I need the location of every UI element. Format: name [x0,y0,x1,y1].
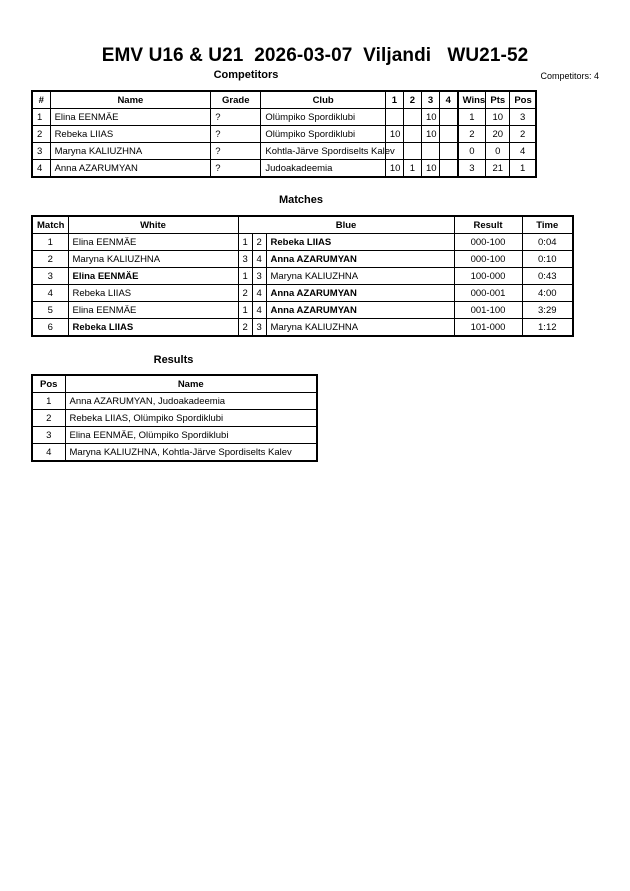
competitor-wins: 3 [458,160,486,178]
match-white: Elina EENMÄE [68,268,238,285]
competitor-pos: 3 [510,109,536,126]
competitors-header-num: # [32,91,50,109]
match-white: Rebeka LIIAS [68,285,238,302]
match-result: 001-100 [454,302,522,319]
competitor-club: Olümpiko Spordiklubi [261,109,385,126]
match-result: 000-100 [454,234,522,251]
result-pos: 3 [32,427,65,444]
match-result: 101-000 [454,319,522,337]
result-pos: 4 [32,444,65,462]
match-white-num: 1 [238,302,252,319]
competitor-row [32,160,536,178]
match-blue-num: 4 [252,302,266,319]
competitor-pos: 2 [510,126,536,143]
match-blue: Maryna KALIUZHNA [266,268,454,285]
competitor-pts: 20 [486,126,510,143]
competitor-pos: 1 [510,160,536,178]
competitors-header-s3: 3 [421,91,439,109]
match-number: 5 [32,302,68,319]
competitors-header-s4: 4 [440,91,458,109]
results-table [31,374,318,462]
competitor-num: 4 [32,160,50,178]
competitors-header-s2: 2 [403,91,421,109]
matches-header-white: White [68,216,238,234]
match-blue: Rebeka LIIAS [266,234,454,251]
competitor-s4 [440,160,458,178]
competitors-header-s1: 1 [385,91,403,109]
competitor-name: Rebeka LIIAS [50,126,211,143]
match-white-num: 3 [238,251,252,268]
result-pos: 2 [32,410,65,427]
competitor-club: Kohtla-Järve Spordiselts Kalev [261,143,385,160]
match-blue: Anna AZARUMYAN [266,251,454,268]
competitor-num: 3 [32,143,50,160]
match-blue: Maryna KALIUZHNA [266,319,454,337]
result-name: Anna AZARUMYAN, Judoakadeemia [65,393,317,410]
match-time: 4:00 [522,285,573,302]
match-white-num: 1 [238,268,252,285]
competitor-row [32,143,536,160]
competitor-club: Judoakadeemia [261,160,385,178]
match-white: Rebeka LIIAS [68,319,238,337]
competitor-s2 [403,143,421,160]
matches-table [31,215,574,337]
matches-header-time: Time [522,216,573,234]
match-time: 0:43 [522,268,573,285]
competitor-wins: 2 [458,126,486,143]
competitor-pts: 21 [486,160,510,178]
competitor-num: 1 [32,109,50,126]
match-white: Elina EENMÄE [68,234,238,251]
competitor-grade: ? [211,109,261,126]
competitor-pts: 0 [486,143,510,160]
competitor-row [32,126,536,143]
results-section-title: Results [153,354,194,366]
match-number: 2 [32,251,68,268]
match-row [32,319,573,337]
match-time: 0:04 [522,234,573,251]
competitor-s2: 1 [403,160,421,178]
competitor-name: Anna AZARUMYAN [50,160,211,178]
competitor-s1 [385,109,403,126]
competitors-count: Competitors: 4 [540,71,599,81]
competitor-s3: 10 [421,109,439,126]
match-row [32,251,573,268]
match-blue-num: 4 [252,285,266,302]
competitors-header-club: Club [261,91,385,109]
competitor-name: Elina EENMÄE [50,109,211,126]
match-blue-num: 4 [252,251,266,268]
competitors-header-wins: Wins [458,91,486,109]
match-row [32,268,573,285]
result-name: Elina EENMÄE, Olümpiko Spordiklubi [65,427,317,444]
competitors-header-name: Name [50,91,211,109]
competitor-s2 [403,109,421,126]
match-white: Maryna KALIUZHNA [68,251,238,268]
matches-header-result: Result [454,216,522,234]
competitor-s2 [403,126,421,143]
match-row [32,302,573,319]
match-result: 100-000 [454,268,522,285]
match-blue-num: 2 [252,234,266,251]
match-row [32,234,573,251]
match-time: 0:10 [522,251,573,268]
result-row [32,427,317,444]
match-number: 3 [32,268,68,285]
competitor-s3 [421,143,439,160]
competitor-s3: 10 [421,160,439,178]
result-name: Rebeka LIIAS, Olümpiko Spordiklubi [65,410,317,427]
competitor-s1: 10 [385,126,403,143]
match-result: 000-001 [454,285,522,302]
results-header-name: Name [65,375,317,393]
competitor-num: 2 [32,126,50,143]
match-white-num: 1 [238,234,252,251]
competitor-pos: 4 [510,143,536,160]
competitor-grade: ? [211,160,261,178]
result-row [32,410,317,427]
match-number: 4 [32,285,68,302]
page-title: EMV U16 & U21 2026-03-07 Viljandi WU21-52 [101,45,529,66]
match-time: 3:29 [522,302,573,319]
match-white-num: 2 [238,319,252,337]
result-row [32,393,317,410]
competitor-pts: 10 [486,109,510,126]
match-number: 1 [32,234,68,251]
match-blue: Anna AZARUMYAN [266,285,454,302]
match-blue: Anna AZARUMYAN [266,302,454,319]
competitor-wins: 1 [458,109,486,126]
match-white-num: 2 [238,285,252,302]
competitor-club: Olümpiko Spordiklubi [261,126,385,143]
competitor-row [32,109,536,126]
competitor-s4 [440,126,458,143]
result-row [32,444,317,462]
competitor-grade: ? [211,126,261,143]
matches-section-title: Matches [278,194,324,206]
competitor-s4 [440,143,458,160]
competitors-header-pts: Pts [486,91,510,109]
competitors-header-pos: Pos [510,91,536,109]
competitor-wins: 0 [458,143,486,160]
competitors-table [31,90,537,178]
result-pos: 1 [32,393,65,410]
competitor-name: Maryna KALIUZHNA [50,143,211,160]
competitors-section-title: Competitors [213,69,279,81]
result-name: Maryna KALIUZHNA, Kohtla-Järve Spordiselts Kalev [65,444,317,462]
matches-header-blue: Blue [238,216,454,234]
match-blue-num: 3 [252,268,266,285]
competitor-s3: 10 [421,126,439,143]
match-blue-num: 3 [252,319,266,337]
match-white: Elina EENMÄE [68,302,238,319]
match-time: 1:12 [522,319,573,337]
competitors-header-grade: Grade [211,91,261,109]
competitor-s4 [440,109,458,126]
match-number: 6 [32,319,68,337]
competitor-grade: ? [211,143,261,160]
match-row [32,285,573,302]
competitor-s1: 10 [385,160,403,178]
matches-header-match: Match [32,216,68,234]
match-result: 000-100 [454,251,522,268]
results-header-pos: Pos [32,375,65,393]
